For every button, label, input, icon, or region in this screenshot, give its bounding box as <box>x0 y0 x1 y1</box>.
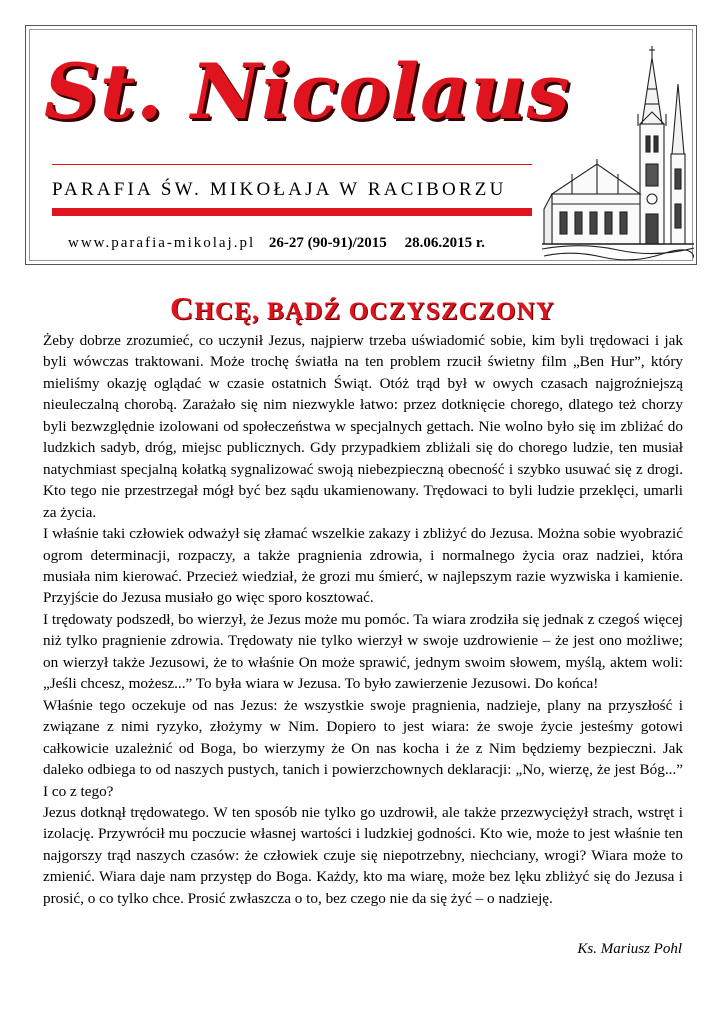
masthead-frame <box>29 29 693 261</box>
article-headline <box>0 290 725 327</box>
parish-name: PARAFIA ŚW. MIKOŁAJA W RACIBORZU <box>52 179 507 200</box>
divider <box>52 208 532 216</box>
headline-text: HCĘ, BĄDŹ OCZYSZCZONY <box>194 298 555 325</box>
author-signature: Ks. Mariusz Pohl <box>577 941 682 957</box>
paragraph: I trędowaty podszedł, bo wierzył, że Jezus może mu pomóc. Ta wiara zrodziła się jednak z czegoś więcej niż tylko pragnienie zdrowia. Trędowaty nie tylko wierzył w swoje uzdrowienie – że jest ono możliwe; on wierzył także Jezusowi, że to właśnie On może sprawić, jednym swoim słowem, myślą, aktem woli: „Jeśli chcesz, możesz...” To była wiara w Jezusa. To było zawierzenie Jezusowi. Do końca! <box>43 610 683 693</box>
issue-number: 26-27 (90-91)/2015 <box>268 235 387 251</box>
divider <box>52 164 532 165</box>
paragraph: Żeby dobrze zrozumieć, co uczynił Jezus, najpierw trzeba uświadomić sobie, kim byli trędowaci i jak byli wówczas traktowani. Może trochę światła na ten problem rzucił świetny film „Ben Hur”, który mieliśmy okazję oglądać w czasie ostatnich Świąt. Otóż trąd był w owych czasach najgroźniejszą nieuleczalną chorobą. Zarażało się nim niezwykle łatwo: przez dotknięcie chorego, dlatego też chorzy byli bezwzględnie izolowani od społeczeństwa w specjalnych gettach. Nie wolno było się im zbliżać do ludzkich sadyb, dróg, miejsc publicznych. Gdy przypadkiem zbliżali się do chorego ludzie, ten musiał natychmiast specjalną kołatką sygnalizować swoją niebezpieczną obecność i szybko usuwać się z drogi. Kto tego nie przestrzegał mógł być bez sądu ukamienowany. Trędowaci to byli ludzie przeklęci, umarli za życia. <box>43 332 683 521</box>
issue-date: 28.06.2015 r. <box>404 235 485 251</box>
article-body <box>43 330 683 909</box>
newsletter-title: St. Nicolaus <box>44 47 571 136</box>
paragraph: Jezus dotknął trędowatego. W ten sposób nie tylko go uzdrowił, ale także przezwyciężył strach, wstręt i izolację. Przywrócił mu poczucie własnej wartości i ludzkiej godności. Kto wie, może to jest właśnie ten najgorszy trąd naszych czasów: że człowiek czuje się niepotrzebny, niechciany, wrogi? Wiara może to zmienić. Wiara daje nam przystęp do Boga. Każdy, kto ma wiarę, może bez lęku zbliżyć się do Jezusa i prosić, o co tylko chce. Prosić zwłaszcza o to, bez czego nie da się żyć – o nadzieję. <box>43 803 683 907</box>
church-icon <box>542 44 694 266</box>
paragraph: Właśnie tego oczekuje od nas Jezus: że wszystkie swoje pragnienia, nadzieje, plany na przyszłość i związane z nimi ryzyko, złożymy w Nim. Dopiero to jest wiara: że swoje życie jesteśmy gotowi całkowicie uzależnić od Boga, bo wierzymy że On nas kocha i że z Nim będziemy bezpieczni. Jak daleko odbiega to od naszych pustych, tanich i powierzchownych deklaracji: „No, wierzę, że jest Bóg...” I co z tego? <box>43 696 683 800</box>
paragraph: I właśnie taki człowiek odważył się złamać wszelkie zakazy i zbliżyć do Jezusa. Można sobie wyobrazić ogrom determinacji, rozpaczy, a także pragnienia zdrowia, i normalnego życia oraz nadziei, która musiała nim kierować. Przecież wiedział, że grozi mu śmierć, w najlepszym razie wyzwiska i kamienie. Przyjście do Jezusa musiało go więc sporo kosztować. <box>43 525 683 607</box>
website-link[interactable]: www.parafia-mikolaj.pl <box>68 235 256 251</box>
issue-info <box>68 235 485 252</box>
headline-initial: C <box>170 290 195 326</box>
masthead <box>25 25 697 265</box>
